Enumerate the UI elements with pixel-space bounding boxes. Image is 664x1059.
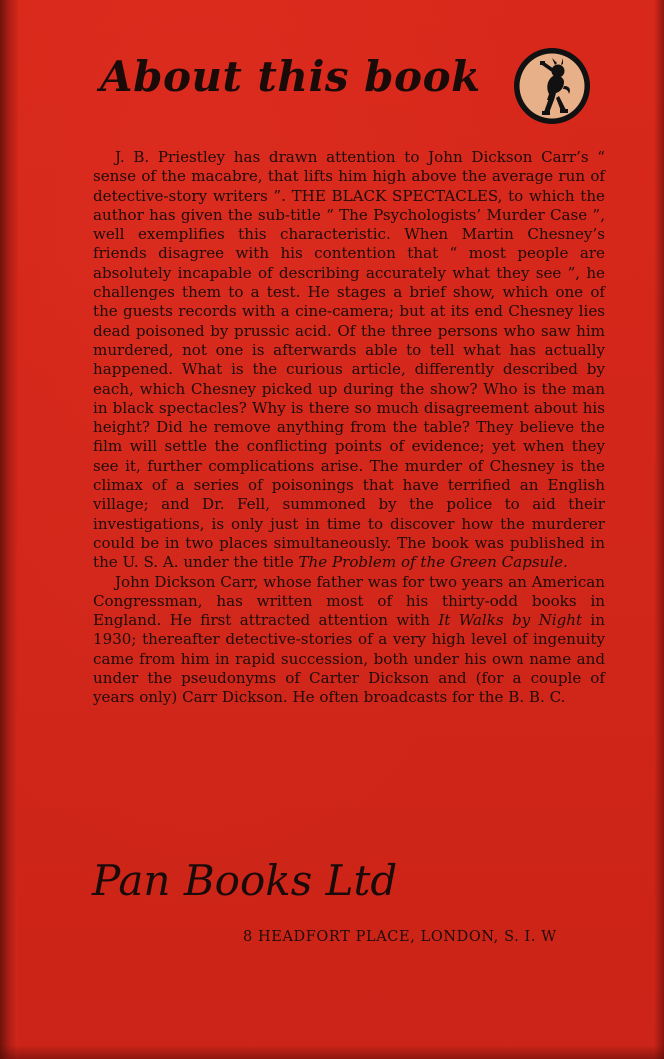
- pan-logo-graphic: [514, 48, 590, 124]
- blurb-paragraph-2: [93, 573, 605, 708]
- publisher-name: Pan Books Ltd: [92, 856, 398, 905]
- blurb-paragraph-2-text-a: John Dickson Carr, whose father was for two years an American Congressman, has written most of his thirty-odd books in England. He first attracted attention with: [93, 572, 605, 630]
- section-heading: About this book: [100, 52, 481, 101]
- cover-right-edge: [654, 0, 664, 1059]
- blurb-paragraph-2-text-b: in 1930; thereafter detective-stories of a very high level of ingenuity came from him in rapid succession, both under his own name and under the pseudonyms of Carter Dickson and (for a couple of years only) Carr Dickson. He often broadcasts for the B. B. C.: [93, 611, 605, 707]
- blurb-paragraph-1-text: J. B. Priestley has drawn attention to John Dickson Carr’s “ sense of the macabre, that lifts him high above the average run of detective-story writers ”. THE BLACK SPECTACLES, to which the author has given the sub-title “ The Psychologists’ Murder Case ”, well exemplifies this characteristic. When Martin Chesney’s friends disagree with his contention that “ most people are absolutely incapable of describing accurately what they see ”, he challenges them to a test. He stages a brief show, which one of the guests records with a cine-camera; but at its end Chesney lies dead poisoned by prussic acid. Of the three persons who saw him murdered, not one is afterwards able to tell what has actually happened. What is the curious article, differently described by each, which Chesney picked up during the show? Who is the man in black spectacles? Why is there so much disagreement about his height? Did he remove anything from the table? They believe the film will settle the conflicting points of evidence; yet when they see it, further complications arise. The murder of Chesney is the climax of a series of poisonings that have terrified an English village; and Dr. Fell, summoned by the police to aid their investigations, is only just in time to discover how the murderer could be in two places simultaneously. The book was published in the U. S. A. under the title: [93, 148, 605, 572]
- us-title: The Problem of the Green Capsule.: [298, 553, 568, 572]
- first-book-title: It Walks by Night: [438, 611, 583, 630]
- spine-edge: [0, 0, 18, 1059]
- blurb-paragraph-1: [93, 148, 605, 573]
- blurb-text: [93, 148, 605, 708]
- cover-bottom-edge: [0, 1045, 664, 1059]
- pan-piper-icon: [514, 48, 590, 124]
- publisher-address: 8 HEADFORT PLACE, LONDON, S. I. W: [243, 929, 557, 945]
